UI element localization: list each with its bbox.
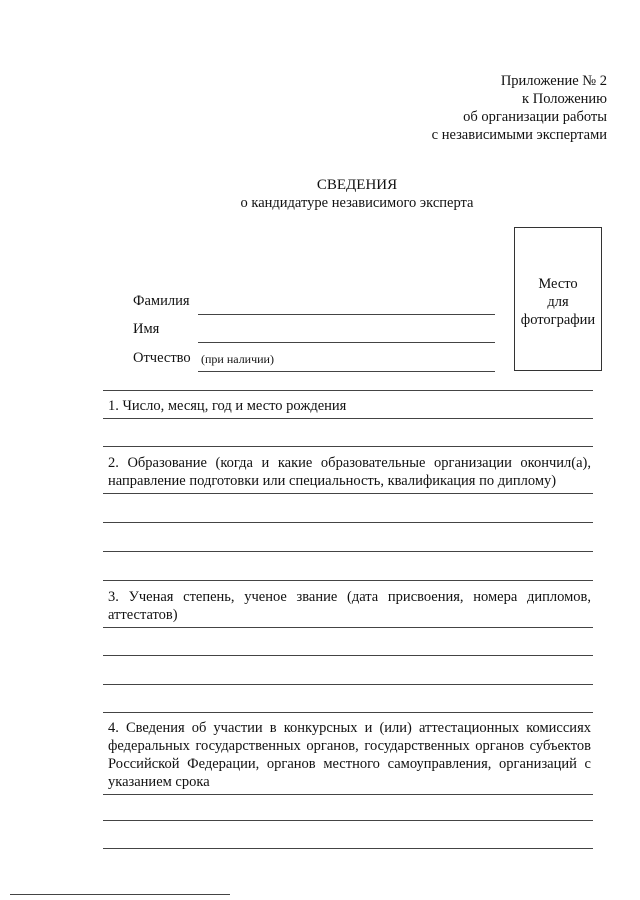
photo-placeholder-line: фотографии [520,312,596,328]
answer-line[interactable] [103,418,593,419]
appendix-line: Приложение № 2 [500,73,607,89]
patronymic-hint: (при наличии) [201,352,274,366]
answer-line[interactable] [103,522,593,523]
answer-line[interactable] [103,712,593,713]
appendix-line: об организации работы [463,109,607,125]
section-2-label: 2. Образование (когда и какие образовательные организации окончил(а), направление подготовки или специальность, квалификация по диплому) [108,455,591,489]
first-name-field[interactable] [198,342,495,343]
photo-placeholder-text [515,275,601,329]
surname-field[interactable] [198,314,495,315]
section-1-label: 1. Число, месяц, год и место рождения [108,398,347,414]
surname-label: Фамилия [133,293,190,309]
first-name-label: Имя [133,321,160,337]
document-title: СВЕДЕНИЯ [316,177,398,193]
answer-line[interactable] [103,493,593,494]
answer-line[interactable] [103,551,593,552]
answer-line[interactable] [103,655,593,656]
form-line [103,390,593,391]
document-subtitle: о кандидатуре независимого эксперта [240,195,474,211]
section-3-label: 3. Ученая степень, ученое звание (дата присвоения, номера дипломов, аттестатов) [108,589,591,623]
answer-line[interactable] [103,848,593,849]
answer-line[interactable] [103,684,593,685]
answer-line[interactable] [103,580,593,581]
answer-line[interactable] [103,446,593,447]
answer-line[interactable] [103,820,593,821]
answer-line[interactable] [103,794,593,795]
footnote-separator [10,894,230,895]
patronymic-field[interactable] [198,371,495,372]
photo-placeholder [514,227,602,371]
appendix-header [432,72,607,144]
appendix-line: к Положению [522,91,607,107]
section-4-label: 4. Сведения об участии в конкурсных и (или) аттестационных комиссиях федеральных государственных органов, государственных органов субъектов Российской Федерации, органов местного самоуправления, организаций с указанием срока [108,720,591,790]
photo-placeholder-line: для [547,294,569,310]
patronymic-label: Отчество [133,350,191,366]
answer-line[interactable] [103,627,593,628]
appendix-line: с независимыми экспертами [431,127,607,143]
photo-placeholder-line: Место [538,276,578,292]
